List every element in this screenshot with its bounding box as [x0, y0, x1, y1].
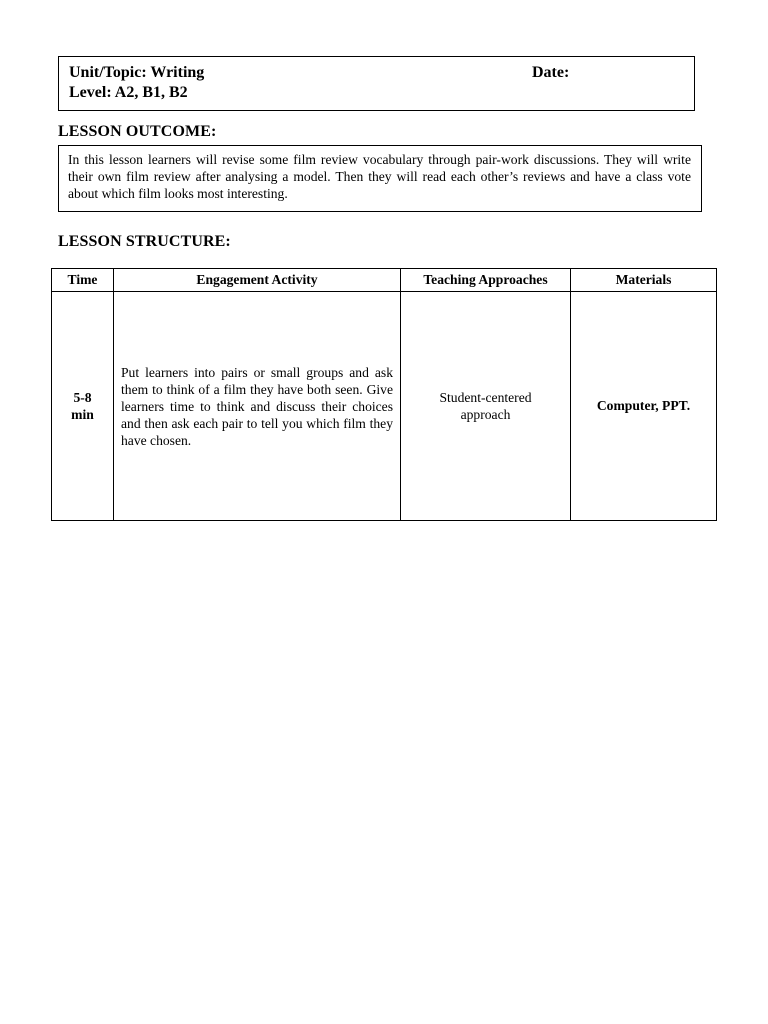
date-label: Date: [532, 64, 570, 81]
lesson-header-box [58, 56, 695, 111]
time-value: 5-8 [73, 390, 92, 405]
activity-cell: Put learners into pairs or small groups and ask them to think of a film they have both seen. Give learners time to think and discuss their choices and then ask each pair to tell you which film they have chosen. [114, 292, 401, 521]
unit-topic: Unit/Topic: Writing [69, 64, 205, 81]
table-header-row [52, 269, 717, 292]
time-cell [52, 292, 114, 521]
level: Level: A2, B1, B2 [69, 84, 188, 101]
approach-line-2: approach [460, 407, 511, 422]
materials-cell: Computer, PPT. [571, 292, 717, 521]
lesson-outcome-heading: LESSON OUTCOME: [58, 123, 217, 140]
lesson-structure-table [51, 268, 717, 521]
column-header-engagement-activity: Engagement Activity [114, 269, 401, 292]
column-header-teaching-approaches: Teaching Approaches [401, 269, 571, 292]
table-row [52, 292, 717, 521]
column-header-time: Time [52, 269, 114, 292]
approach-cell [401, 292, 571, 521]
lesson-outcome-text: In this lesson learners will revise some film review vocabulary through pair-work discussions. They will write their own film review after analysing a model. Then they will read each other’s reviews and have a class vote about which film looks most interesting. [58, 145, 702, 212]
lesson-structure-heading: LESSON STRUCTURE: [58, 233, 231, 250]
time-unit: min [71, 407, 94, 422]
approach-line-1: Student-centered [439, 390, 532, 405]
column-header-materials: Materials [571, 269, 717, 292]
